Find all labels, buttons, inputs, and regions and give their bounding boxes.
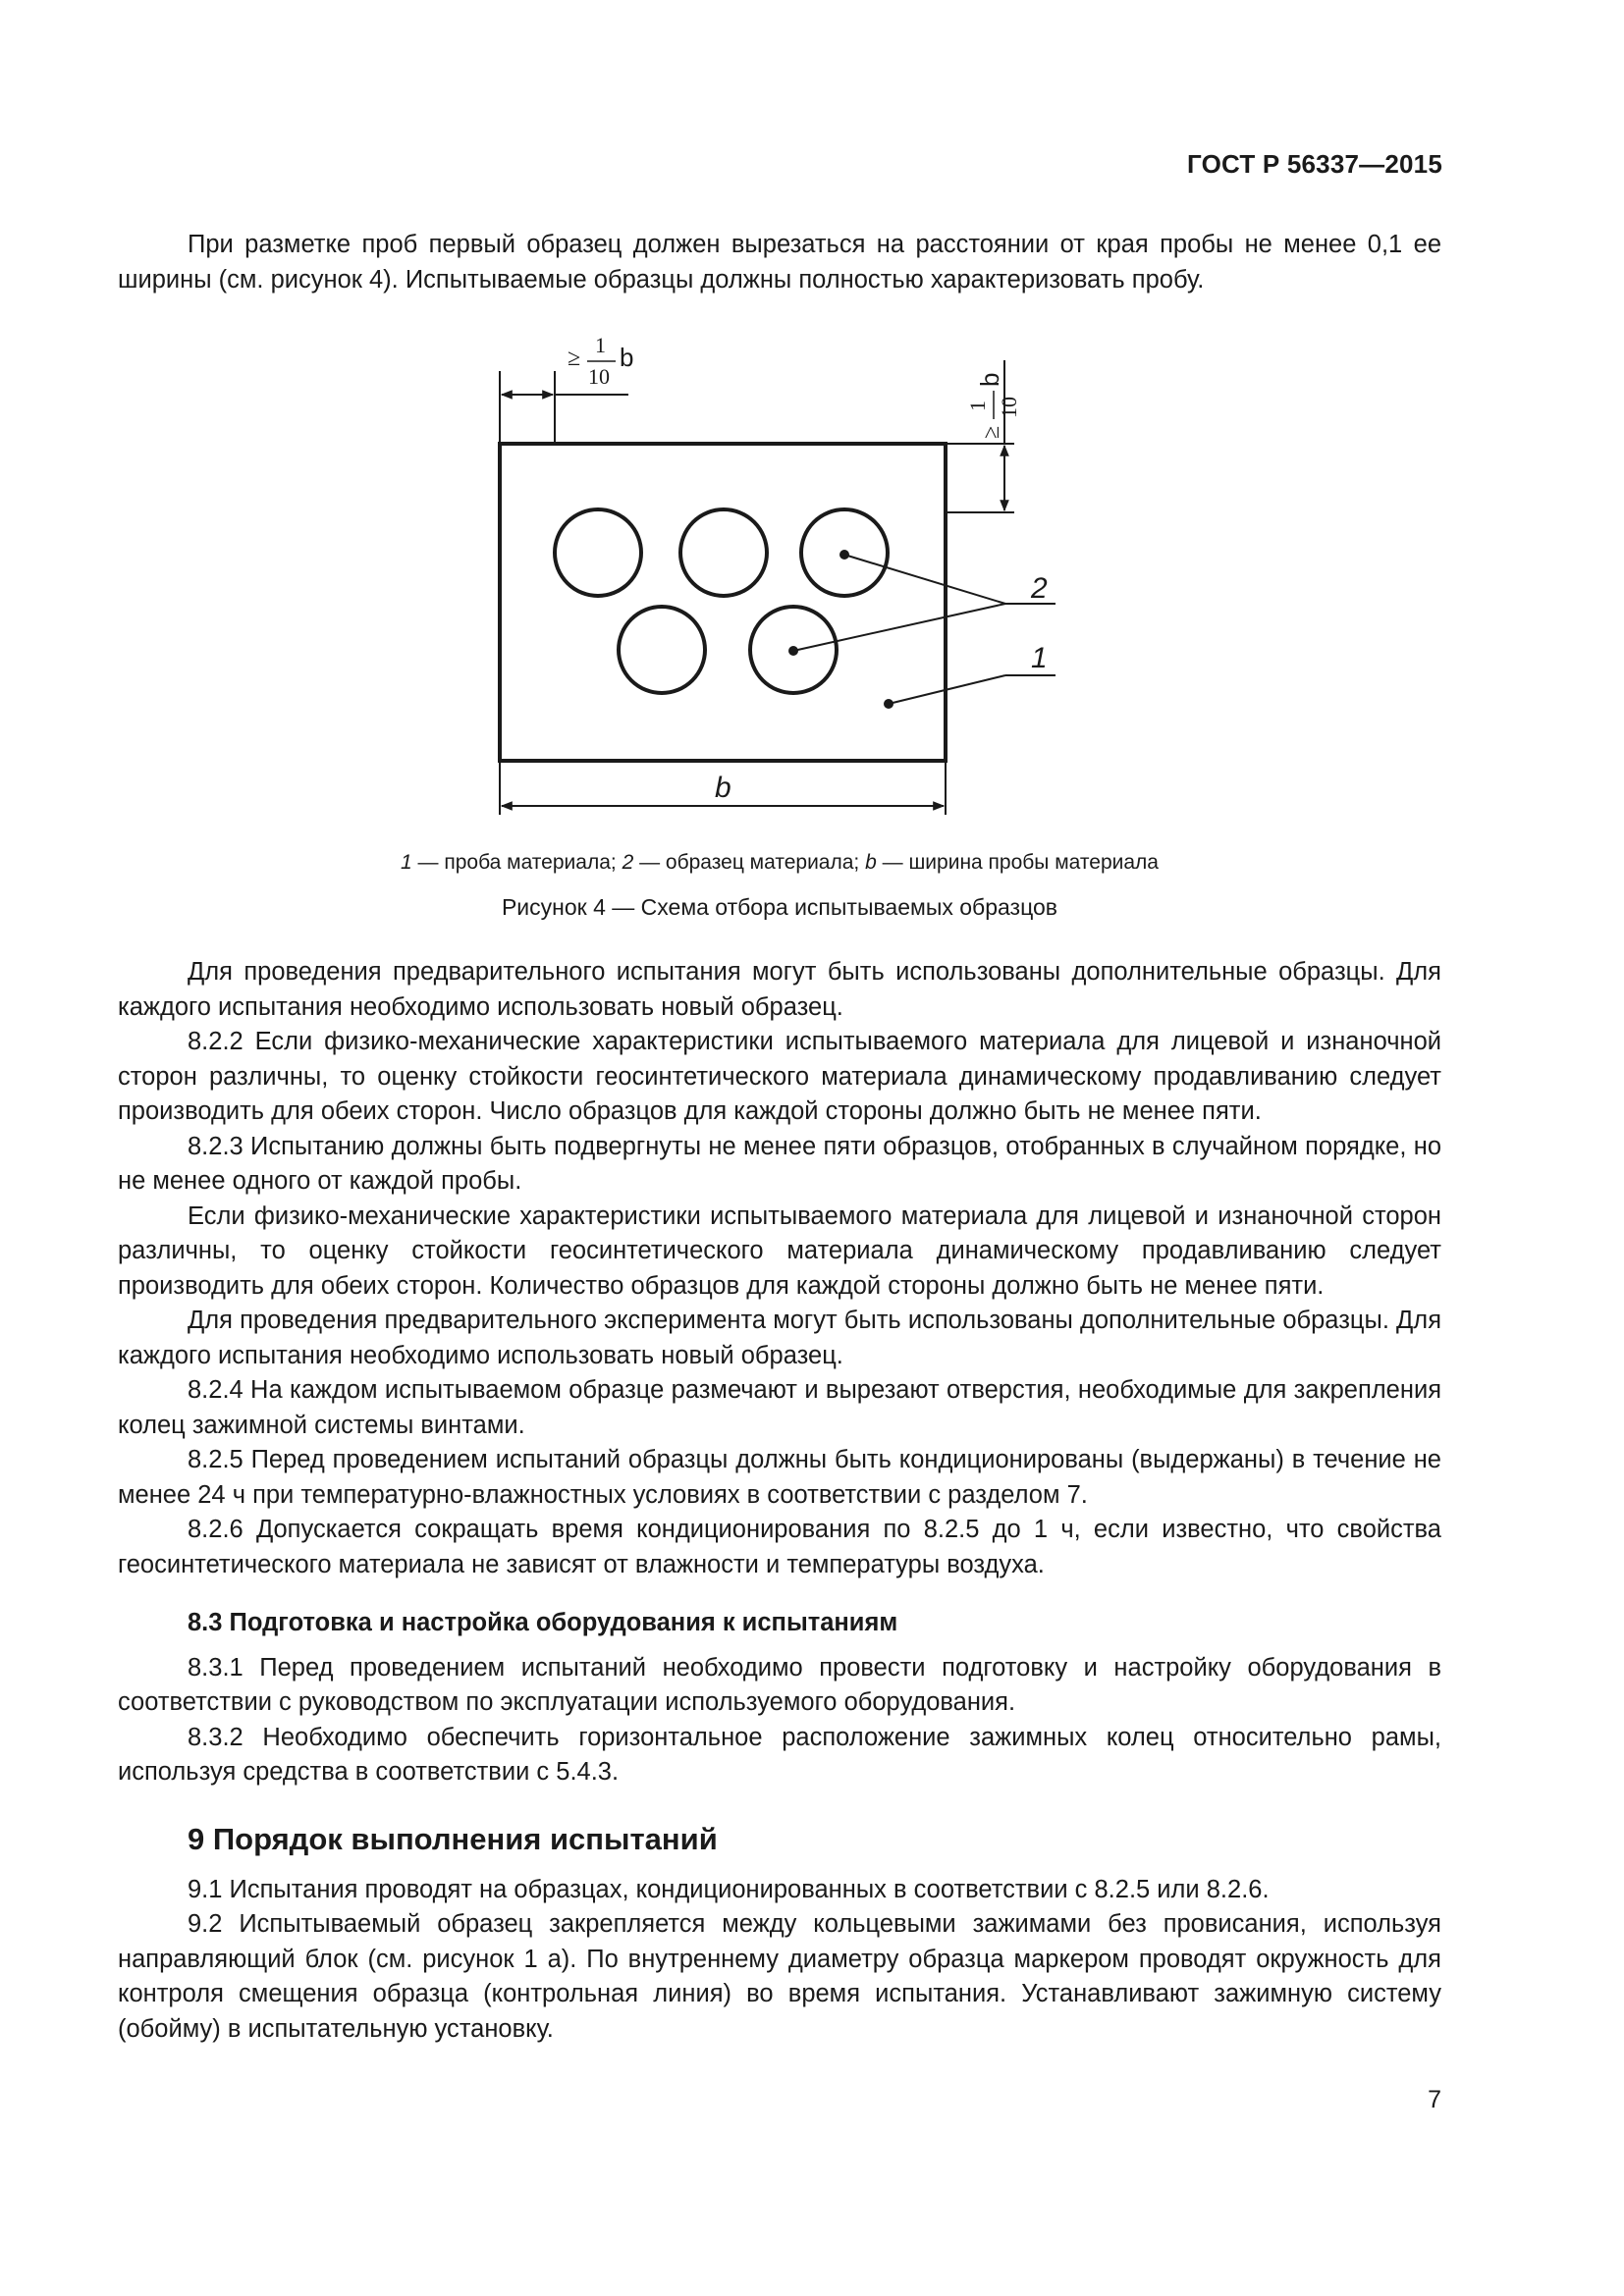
- callout-sample: 2: [1031, 572, 1048, 605]
- paragraph: Если физико-механические характеристики испытываемого материала для лицевой и изнаночной сторон различны, то оценку стойкости геосинтетического материала динамическому продавливанию следует производить для обеих сторон. Количество образцов для каждой стороны должно быть не менее пяти.: [118, 1201, 1441, 1300]
- callout-probe: 1: [1031, 642, 1048, 674]
- figure-4: [118, 319, 1441, 937]
- dimension-top-denominator: 10: [588, 364, 610, 389]
- page-number: 7: [1428, 2086, 1441, 2113]
- dimension-top-prefix: ≥: [568, 346, 581, 371]
- leader-line-sample-lower: [793, 604, 1005, 651]
- intro-block: [118, 228, 1441, 297]
- dimension-right-prefix: ≥: [979, 425, 1004, 439]
- figure-legend: [118, 851, 1441, 875]
- paragraph-8-2-5: 8.2.5 Перед проведением испытаний образцы должны быть кондиционированы (выдержаны) в течение не менее 24 ч при температурно-влажностных условиях в соответствии с разделом 7.: [118, 1446, 1441, 1509]
- paragraph-8-2-3: 8.2.3 Испытанию должны быть подвергнуты не менее пяти образцов, отобранных в случайном порядке, но не менее одного от каждой пробы.: [118, 1132, 1441, 1195]
- paragraph: Для проведения предварительного испытания могут быть использованы дополнительные образцы. Для каждого испытания необходимо использовать новый образец.: [118, 958, 1441, 1021]
- sample-circle: [555, 509, 641, 596]
- leader-line-sample-upper: [844, 555, 1005, 604]
- section-title-9: 9 Порядок выполнения испытаний: [188, 1821, 718, 1856]
- legend-text-2: — образец материала;: [633, 851, 866, 874]
- intro-paragraph: При разметке проб первый образец должен вырезаться на расстоянии от края пробы не менее 0,1 ее ширины (см. рисунок 4). Испытываемые образцы должны полностью характеризовать пробу.: [118, 231, 1441, 294]
- probe-rectangle: [500, 444, 946, 761]
- subsection-title-8-3: 8.3 Подготовка и настройка оборудования к испытаниям: [188, 1609, 898, 1636]
- legend-text-3: — ширина пробы материала: [876, 851, 1159, 874]
- body-text: [118, 955, 1441, 2047]
- legend-key-1: 1: [401, 851, 412, 874]
- dimension-right-numerator: 1: [965, 400, 990, 411]
- paragraph-8-2-2: 8.2.2 Если физико-механические характеристики испытываемого материала для лицевой и изнаночной сторон различны, то оценку стойкости геосинтетического материала динамическому продавливанию следует производить для обеих сторон. Число образцов для каждой стороны должно быть не менее пяти.: [118, 1028, 1441, 1125]
- dimension-top-variable: b: [620, 343, 634, 372]
- paragraph-8-3-2: 8.3.2 Необходимо обеспечить горизонтальное расположение зажимных колец относительно рамы, используя средства в соответствии с 5.4.3.: [118, 1723, 1441, 1786]
- legend-key-2: 2: [622, 851, 634, 874]
- paragraph-9-2: 9.2 Испытываемый образец закрепляется между кольцевыми зажимами без провисания, используя направляющий блок (см. рисунок 1 а). По внутреннему диаметру образца маркером проводят окружность для контроля смещения образца (контрольная линия) во время испытания. Устанавливают зажимную систему (обойму) в испытательную установку.: [118, 1910, 1441, 2043]
- width-label: b: [715, 772, 731, 804]
- sampling-diagram: [118, 319, 1441, 849]
- document-id: ГОСТ Р 56337—2015: [1187, 149, 1442, 179]
- dimension-right-denominator: 10: [997, 397, 1021, 418]
- sample-circle: [619, 607, 705, 693]
- dimension-top-numerator: 1: [595, 333, 606, 357]
- legend-text-1: — проба материала;: [411, 851, 623, 874]
- sample-circle: [680, 509, 767, 596]
- legend-key-3: b: [865, 851, 877, 874]
- figure-caption: Рисунок 4 — Схема отбора испытываемых образцов: [501, 894, 1058, 920]
- paragraph-8-2-4: 8.2.4 На каждом испытываемом образце размечают и вырезают отверстия, необходимые для закрепления колец зажимной системы винтами.: [118, 1376, 1441, 1439]
- dimension-right-variable: b: [975, 372, 1004, 387]
- paragraph-9-1: 9.1 Испытания проводят на образцах, кондиционированных в соответствии с 8.2.5 или 8.2.6.: [188, 1875, 1270, 1903]
- paragraph: Для проведения предварительного эксперимента могут быть использованы дополнительные образцы. Для каждого испытания необходимо использовать новый образец.: [118, 1307, 1441, 1369]
- paragraph-8-3-1: 8.3.1 Перед проведением испытаний необходимо провести подготовку и настройку оборудования в соответствии с руководством по эксплуатации используемого оборудования.: [118, 1653, 1441, 1716]
- paragraph-8-2-6: 8.2.6 Допускается сокращать время кондиционирования по 8.2.5 до 1 ч, если известно, что свойства геосинтетического материала не зависят от влажности и температуры воздуха.: [118, 1516, 1441, 1578]
